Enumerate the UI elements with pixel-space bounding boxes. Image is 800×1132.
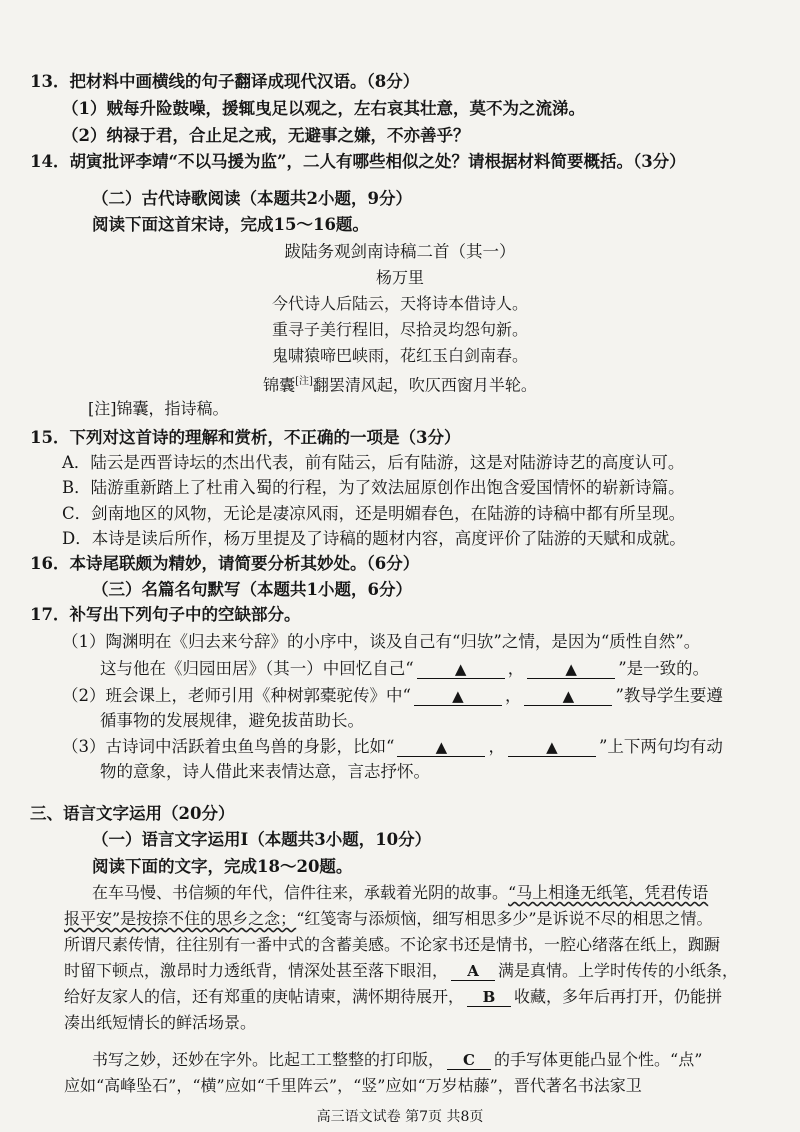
comma: ， bbox=[507, 659, 525, 678]
q13-stem: 13．把材料中画横线的句子翻译成现代汉语。（8分） bbox=[30, 72, 420, 91]
q17-item1-line1: （1）陶渊明在《归去来兮辞》的小序中，谈及自己有“归欤”之情，是因为“质性自然”。 bbox=[62, 632, 701, 651]
q15-option-a: A．陆云是西晋诗坛的杰出代表，前有陆云，后有陆游，这是对陆游诗艺的高度认可。 bbox=[62, 453, 685, 472]
section2-heading: （二）古代诗歌阅读（本题共2小题，9分） bbox=[92, 189, 412, 208]
poem-line-3: 鬼啸猿啼巴峡雨，花红玉白剑南春。 bbox=[271, 346, 528, 365]
p1-line4-post: 满是真情。上学时传传的小纸条， bbox=[498, 961, 739, 980]
p1-line1-text: 在车马慢、书信频的年代，信件往来，承载着光阴的故事。 bbox=[92, 883, 509, 902]
poem-line-4-pre: 锦囊 bbox=[263, 375, 296, 395]
q15-stem: 15．下列对这首诗的理解和赏析，不正确的一项是（3分） bbox=[30, 428, 461, 447]
p1-line5 bbox=[64, 985, 722, 1009]
poem-line-4-post: 翻罢清风起，吹仄西窗月半轮。 bbox=[312, 375, 537, 395]
poem-note: [注]锦囊，指诗稿。 bbox=[88, 399, 229, 418]
q17-item3-line2: 物的意象，诗人借此来表情达意，言志抒怀。 bbox=[100, 762, 430, 781]
q15-option-c: C．剑南地区的风物，无论是凄凉风雨，还是明媚春色，在陆游的诗稿中都有所呈现。 bbox=[62, 504, 686, 523]
blank-17-3a: ▲ bbox=[397, 738, 485, 757]
blank-c: C bbox=[447, 1051, 491, 1070]
section3-heading: （三）名篇名句默写（本题共1小题，6分） bbox=[92, 580, 412, 599]
blank-17-1a: ▲ bbox=[417, 660, 505, 679]
p1-line2 bbox=[64, 907, 713, 931]
q17-item2-line1 bbox=[62, 684, 723, 708]
p1-wavy-sentence: “马上相逢无纸笔，凭君传语 bbox=[508, 883, 709, 902]
q17-item1-pre: 这与他在《归园田居》（其一）中回忆自己“ bbox=[100, 659, 414, 678]
p2-line2: 应如“高峰坠石”，“横”应如“千里阵云”，“竖”应如“万岁枯藤”，晋代著名书法家卫 bbox=[64, 1076, 642, 1095]
part3-heading: 三、语言文字运用（20分） bbox=[30, 804, 235, 823]
blank-17-1b: ▲ bbox=[527, 660, 615, 679]
p1-line1 bbox=[92, 881, 708, 905]
blank-b: B bbox=[467, 988, 511, 1007]
poem-note-marker: [注] bbox=[295, 376, 313, 387]
q15-option-d: D．本诗是读后所作，杨万里提及了诗稿的题材内容，高度评价了陆游的天赋和成就。 bbox=[62, 529, 686, 548]
p1-line4-text: 时留下顿点，激昂时力透纸背，情深处甚至落下眼泪， bbox=[64, 961, 449, 980]
p2-line1 bbox=[92, 1048, 702, 1072]
p2-line1-text: 书写之妙，还妙在字外。比起工工整整的打印版， bbox=[92, 1050, 445, 1069]
q15-option-b: B．陆游重新踏上了杜甫入蜀的行程，为了效法屈原创作出饱含爱国情怀的崭新诗篇。 bbox=[62, 478, 685, 497]
comma: ， bbox=[504, 686, 522, 705]
q17-item2-post: ”教导学生要遵 bbox=[615, 686, 723, 705]
blank-a: A bbox=[451, 962, 495, 981]
q17-item3-line1 bbox=[62, 735, 723, 759]
p1-wavy-sentence-cont: 报平安”是按捺不住的思乡之念； bbox=[64, 909, 297, 928]
poem-title: 跋陆务观剑南诗稿二首（其一） bbox=[284, 242, 516, 261]
section2-intro: 阅读下面这首宋诗，完成15～16题。 bbox=[92, 215, 369, 234]
q17-item3-post: ”上下两句均有动 bbox=[598, 737, 723, 756]
p1-line4 bbox=[64, 959, 738, 983]
p2-line1-post: 的手写体更能凸显个性。“点” bbox=[494, 1050, 703, 1069]
blank-17-2a: ▲ bbox=[414, 687, 502, 706]
q17-item3-pre: （3）古诗词中活跃着虫鱼鸟兽的身影，比如“ bbox=[62, 737, 395, 756]
blank-17-2b: ▲ bbox=[524, 687, 612, 706]
p1-line3: 所谓尺素传情，往往别有一番中式的含蓄美感。不论家书还是情书，一腔心绪落在纸上，踟蹰 bbox=[64, 935, 721, 954]
q13-sentence-1: （1）贼每升险鼓噪，援辄曳足以观之，左右哀其壮意，莫不为之流涕。 bbox=[62, 99, 585, 118]
blank-17-3b: ▲ bbox=[508, 738, 596, 757]
q17-stem: 17．补写出下列句子中的空缺部分。 bbox=[30, 605, 301, 624]
q17-item1-line2 bbox=[100, 657, 709, 681]
poem-author: 杨万里 bbox=[375, 268, 424, 287]
q17-item1-post: ”是一致的。 bbox=[618, 659, 710, 678]
part3-intro: 阅读下面的文字，完成18～20题。 bbox=[92, 857, 353, 876]
part3-subheading: （一）语言文字运用Ⅰ（本题共3小题，10分） bbox=[92, 830, 432, 849]
q14-stem: 14．胡寅批评李靖“不以马援为监”，二人有哪些相似之处？请根据材料简要概括。（3分） bbox=[30, 152, 686, 171]
page-footer: 高三语文试卷 第7页 共8页 bbox=[316, 1109, 484, 1125]
poem-line-1: 今代诗人后陆云，天将诗本借诗人。 bbox=[271, 294, 528, 313]
p1-line5-text: 给好友家人的信，还有郑重的庚帖请柬，满怀期待展开， bbox=[64, 987, 465, 1006]
p1-line6: 凑出纸短情长的鲜活场景。 bbox=[64, 1013, 257, 1032]
q16-stem: 16．本诗尾联颇为精妙，请简要分析其妙处。（6分） bbox=[30, 554, 420, 573]
poem-line-4 bbox=[0, 370, 800, 397]
poem-line-2: 重寻子美行程旧，尽拾灵均怨句新。 bbox=[271, 320, 528, 339]
comma: ， bbox=[488, 737, 505, 756]
p1-line2-text: “红笺寄与添烦恼，细写相思多少”是诉说不尽的相思之情。 bbox=[296, 909, 713, 928]
q17-item2-line2: 循事物的发展规律，避免拔苗助长。 bbox=[100, 711, 364, 730]
p1-line5-post: 收藏，多年后再打开，仍能拼 bbox=[514, 987, 723, 1006]
q13-sentence-2: （2）纳禄于君，合止足之戒，无避事之嫌，不亦善乎？ bbox=[62, 126, 470, 145]
q17-item2-pre: （2）班会课上，老师引用《种树郭橐驼传》中“ bbox=[62, 686, 411, 705]
